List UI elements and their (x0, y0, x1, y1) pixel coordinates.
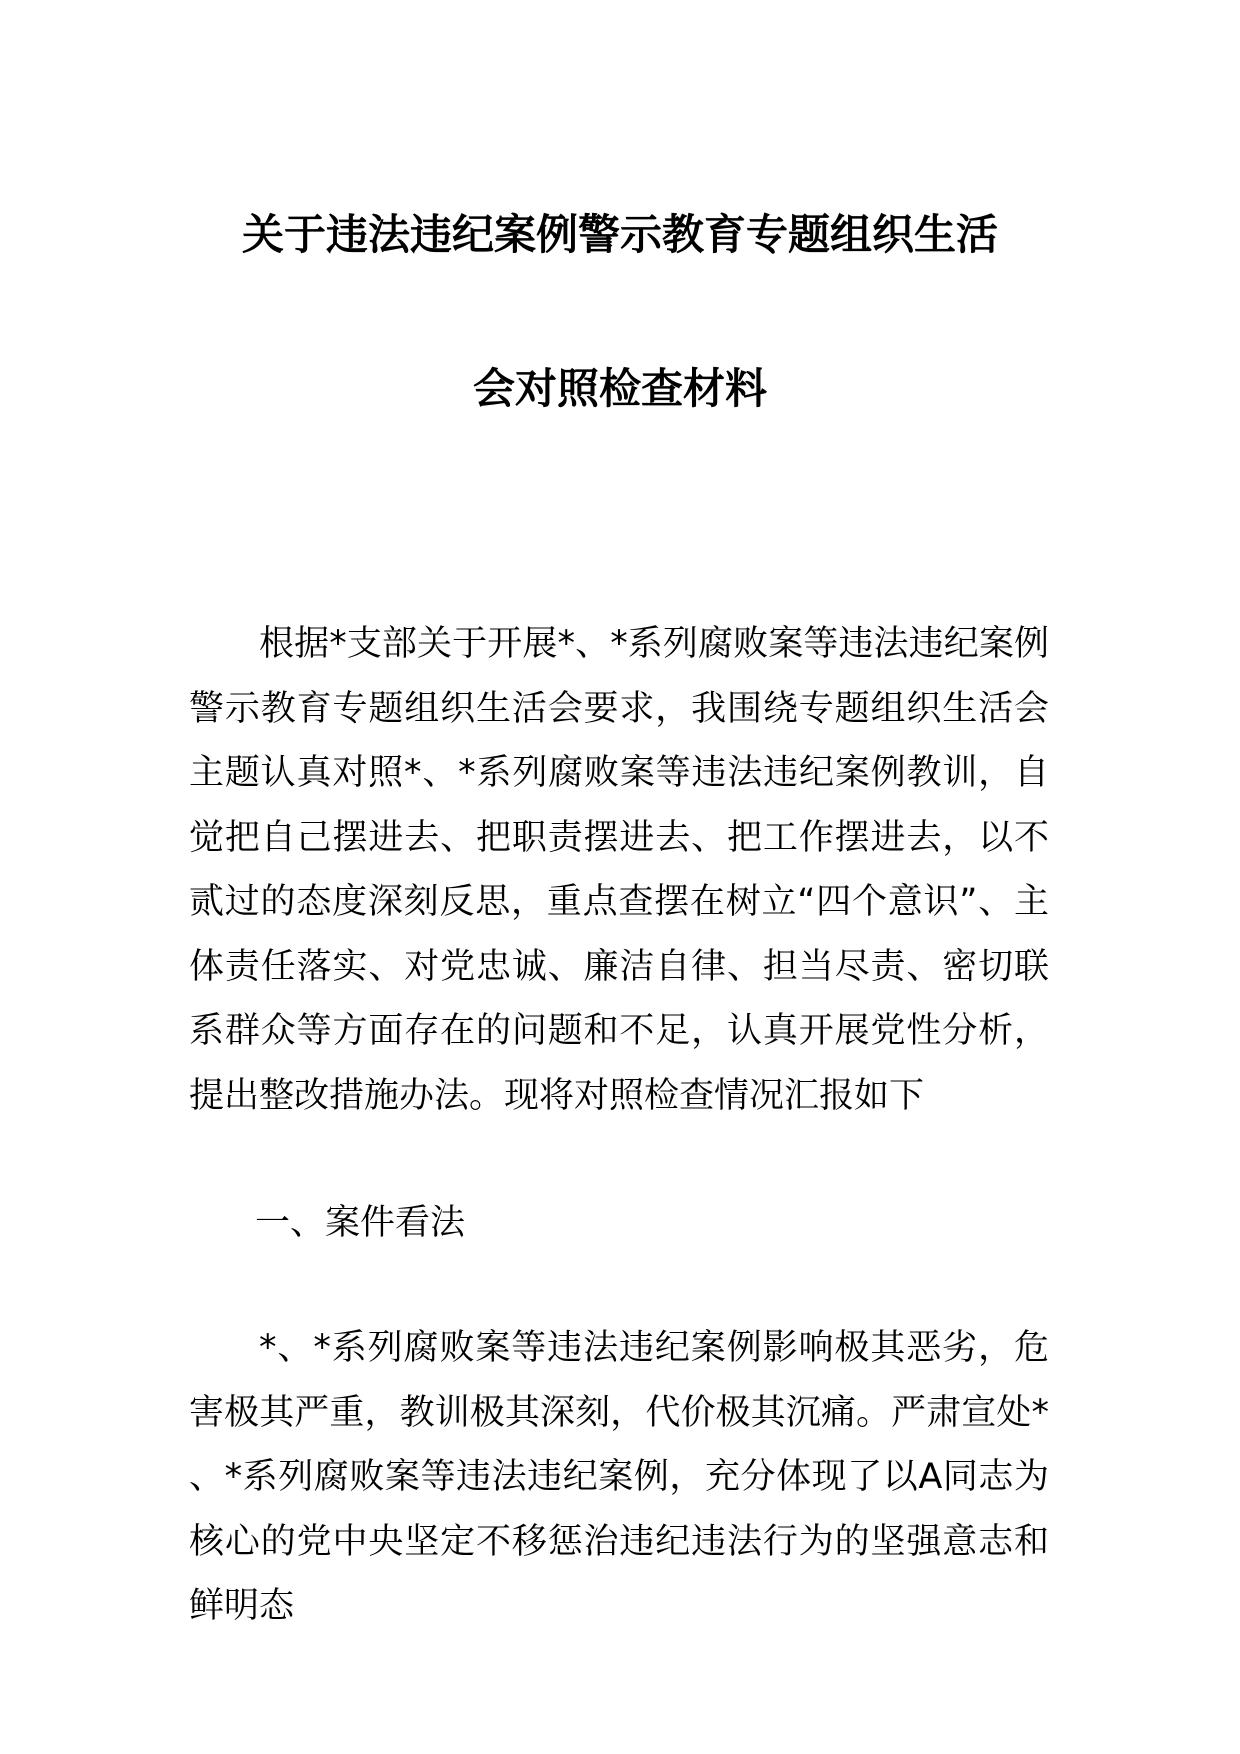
document-title-line-2: 会对照检查材料 (472, 364, 767, 413)
document-title-line-1: 关于违法违纪案例警示教育专题组织生活 (241, 210, 998, 259)
case-views-paragraph: *、*系列腐败案等违法违纪案例影响极其恶劣，危害极其严重，教训极其深刻，代价极其沉痛。严肃宣处*、*系列腐败案等违法违纪案例，充分体现了以A同志为核心的党中央坚定不移惩治违纪违法行为的坚强意志和鲜明态 (189, 1328, 1049, 1626)
intro-paragraph: 根据*支部关于开展*、*系列腐败案等违法违纪案例警示教育专题组织生活会要求，我围绕专题组织生活会主题认真对照*、*系列腐败案等违法违纪案例教训，自觉把自己摆进去、把职责摆进去、把工作摆进去，以不贰过的态度深刻反思，重点查摆在树立“四个意识”、主体责任落实、对党忠诚、廉洁自律、担当尽责、密切联系群众等方面存在的问题和不足，认真开展党性分析，提出整改措施办法。现将对照检查情况汇报如下 (189, 624, 1049, 1116)
section-heading-case-views: 一、案件看法 (255, 1203, 466, 1243)
